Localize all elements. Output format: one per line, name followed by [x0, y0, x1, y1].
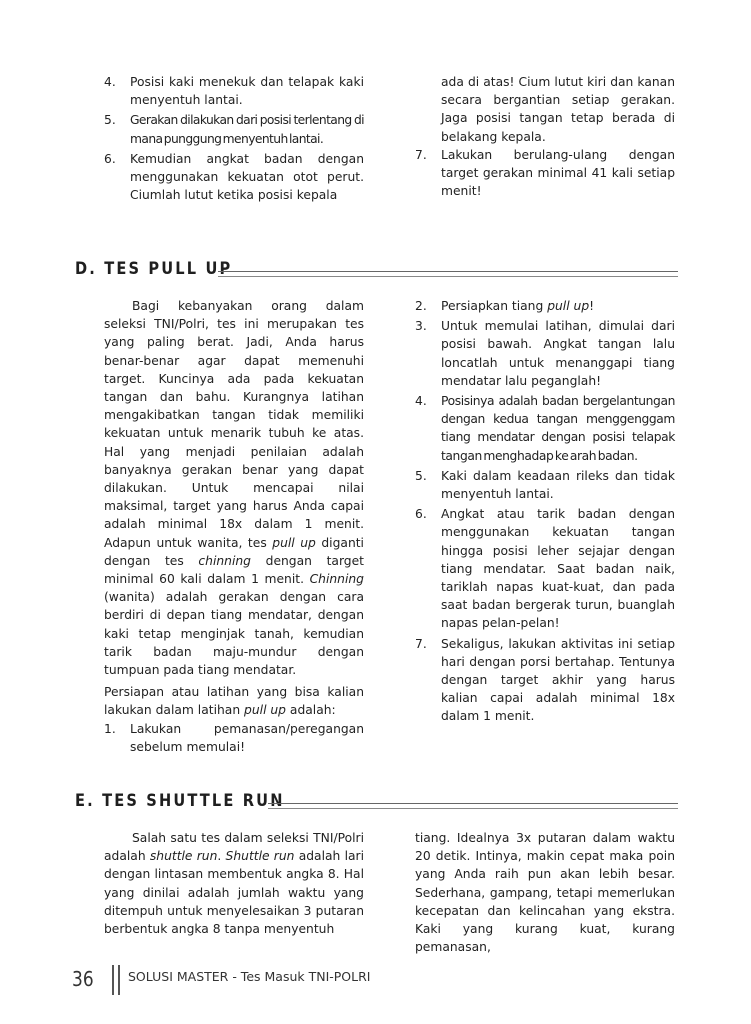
list-item: 5. Gerakan dilakukan dari posisi terlentang di mana punggung menyentuh lantai.: [104, 113, 364, 146]
top-left-list: [104, 73, 364, 204]
list-item: 1. Lakukan pemanasan/peregangan sebelum memulai!: [104, 721, 364, 754]
list-item: 4. Posisi kaki menekuk dan telapak kaki menyentuh lantai.: [104, 75, 364, 108]
section-d-left-list: [104, 720, 364, 756]
top-left-column: [104, 73, 364, 206]
section-d-right-list: [415, 297, 675, 726]
section-d-paragraph-2: Persiapan atau latihan yang bisa kalian lakukan dalam latihan pull up adalah:: [104, 685, 364, 718]
top-right-column: [415, 73, 675, 202]
list-item: 2. Persiapkan tiang pull up!: [415, 299, 595, 313]
section-d-right-column: [415, 297, 675, 728]
list-item: 3. Untuk memulai latihan, dimulai dari posisi bawah. Angkat tangan lalu loncatlah untuk menanggapi tiang mendatar lalu peganglah!: [415, 319, 675, 388]
section-d-paragraph-1: Bagi kebanyakan orang dalam seleksi TNI/Polri, tes ini merupakan tes yang paling berat. Jadi, Anda harus benar-benar agar dapat memenuhi target. Kuncinya ada pada kekuatan tangan dan bahu. Kurangnya latihan mengakibatkan tangan tidak memiliki kekuatan untuk menarik tubuh ke atas. Hal yang menjadi penilaian adalah banyaknya gerakan benar yang dapat dilakukan. Untuk mencapai nilai maksimal, target yang harus Anda capai adalah minimal 18x dalam 1 menit. Adapun untuk wanita, tes pull up diganti dengan tes chinning dengan target minimal 60 kali dalam 1 menit. Chinning (wanita) adalah gerakan dengan cara berdiri di depan tiang mendatar, dengan kaki tetap menginjak tanah, kemudian tarik badan maju-mundur dengan tumpuan pada tiang mendatar.: [104, 299, 364, 678]
footer-divider: [112, 965, 114, 995]
section-e-rule: [268, 803, 678, 809]
footer-title: SOLUSI MASTER - Tes Masuk TNI-POLRI: [128, 969, 371, 984]
section-e-heading: [75, 790, 319, 814]
section-e-paragraph: Salah satu tes dalam seleksi TNI/Polri adalah shuttle run. Shuttle run adalah lari dengan lintasan membentuk angka 8. Hal yang dinilai adalah jumlah waktu yang ditempuh untuk menyelesaikan 3 putaran berbentuk angka 8 tanpa menyentuh: [104, 831, 364, 937]
list-item: 6. Kemudian angkat badan dengan menggunakan kekuatan otot perut. Ciumlah lutut ketika posisi kepala: [104, 151, 364, 203]
continued-item-text: ada di atas! Cium lutut kiri dan kanan secara bergantian setiap gerakan. Jaga posisi tangan tetap berada di belakang kepala.: [441, 75, 675, 144]
page-number: 36: [72, 967, 94, 991]
top-right-list: [415, 146, 675, 201]
section-e-left-column: [104, 829, 364, 938]
list-item: 7. Sekaligus, lakukan aktivitas ini setiap hari dengan porsi bertahap. Tentunya dengan target akhir yang harus kalian capai adalah minimal 18x dalam 1 menit.: [415, 636, 675, 724]
section-d-heading: [75, 258, 258, 282]
footer-divider: [118, 965, 120, 995]
section-e-right-column: [415, 829, 675, 956]
section-d-rule: [218, 271, 678, 277]
list-item: 5. Kaki dalam keadaan rileks dan tidak menyentuh lantai.: [415, 468, 675, 502]
section-e-paragraph-continued: tiang. Idealnya 3x putaran dalam waktu 20 detik. Intinya, makin cepat maka poin yang Anda raih pun akan lebih besar. Sederhana, gampang, tetapi memerlukan kecepatan dan kelincahan yang ekstra. Kaki yang kurang kuat, kurang pemanasan,: [415, 831, 675, 955]
list-item: 6. Angkat atau tarik badan dengan menggunakan kekuatan tangan hingga posisi leher sejajar dengan tiang mendatar. Saat badan naik, tariklah napas kuat-kuat, dan pada saat badan bergerak turun, buanglah napas pelan-pelan!: [415, 507, 675, 631]
section-d-left-column: [104, 297, 364, 758]
list-item: 7. Lakukan berulang-ulang dengan target gerakan minimal 41 kali setiap menit!: [415, 147, 675, 199]
section-e-title: E. TES SHUTTLE RUN: [75, 791, 285, 811]
section-d-title: D. TES PULL UP: [75, 259, 233, 279]
list-item: 4. Posisinya adalah badan bergelantungan dengan kedua tangan menggenggam tiang mendatar dengan posisi telapak tangan menghadap ke arah badan.: [415, 394, 675, 463]
